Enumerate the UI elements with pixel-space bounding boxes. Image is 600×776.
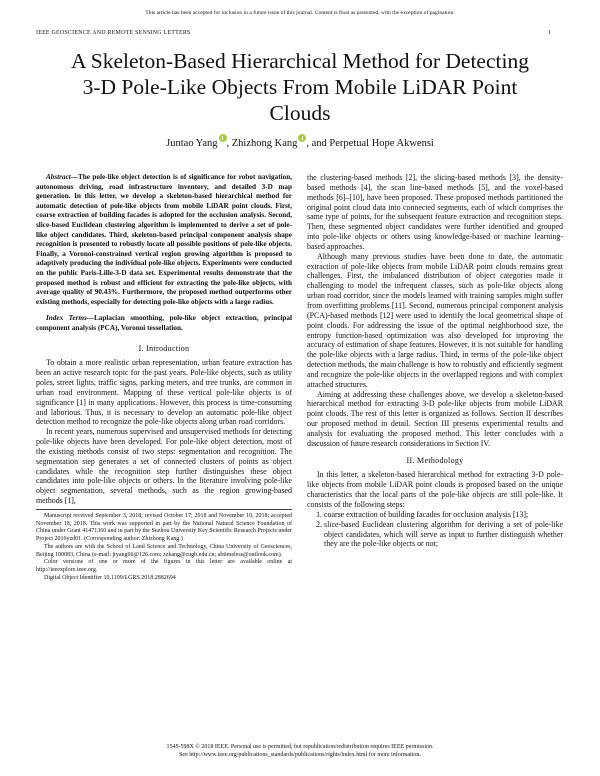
footnote-color: Color versions of one or more of the figures in this letter are available online at http://ieeexplore.ieee.org. (36, 559, 292, 573)
index-terms-text: Laplacian smoothing, pole-like object extraction, principal component analysis (PCA), Voronoi tessellation. (36, 314, 293, 332)
author-separator: , (226, 138, 232, 149)
journal-name: IEEE GEOSCIENCE AND REMOTE SENSING LETTERS (36, 30, 191, 36)
index-terms-label: Index Terms— (46, 314, 94, 323)
page-number: 1 (548, 30, 551, 36)
author-separator: , and (306, 138, 330, 149)
abstract-label: Abstract— (46, 173, 78, 181)
copyright-footer (0, 743, 600, 759)
author-list (60, 134, 540, 149)
rights-line: See http://www.ieee.org/publications_standards/publications/rights/index.html for more information. (179, 752, 421, 758)
body-paragraph: Although many previous studies have been done to date, the automatic extraction of pole-like objects from mobile LiDAR point clouds remains great challenges. First, the imbalanced distribution of object categories made it challenging to model the infrequent classes, such as pole-like objects along urban road corridor, since the models learned with training samples might suffer from overfitting problems [11]. Second, numerous principal component analysis (PCA)-based methods [12] were used to identify the local geometrical shape of point clouds. For addressing the issue of the optimal neighborhood size, the entropy function-based optimization was also developed for improving the accuracy of estimation of shape features. However, it is not suitable for handling the pole-like objects with a large radius. Third, in terms of the pole-like object detection methods, the main challenge is how to robustly and efficiently segment and recognize the pole-like objects in the overlapped regions and with complex attached structures. (307, 251, 563, 389)
body-paragraph: To obtain a more realistic urban representation, urban feature extraction has been an active research topic for the past years. Pole-like objects, such as utility poles, street lights, traffic signs, parking meters, and tree trunks, are common in urban road environment. Mapping of these vertical pole-like objects is of significance [1] in many applications. However, this process is time-consuming and laborious. Thus, it is necessary to develop an automatic pole-like object detection method to recognize the pole-like objects along urban road corridors. (36, 358, 292, 427)
body-paragraph: Aiming at addressing these challenges above, we develop a skeleton-based hierarchical method for extracting 3-D pole-like objects from mobile LiDAR point clouds. The rest of this letter is organized as follows. Section II describes our proposed method in detail. Section III presents experimental results and analysis for evaluating the proposed method. This letter concludes with a discussion of future research considerations in Section IV. (307, 389, 563, 448)
abstract-text: The pole-like object detection is of significance for robot navigation, autonomous driving, road infrastructure inventory, and detailed 3-D map generation. In this letter, we develop a skeleton-based hierarchical method for automatic detection of pole-like objects from mobile LiDAR point clouds. First, coarse extraction of building facades is adopted for the occlusion analysis. Second, slice-based Euclidean clustering algorithm is implemented to derive a set of pole-like object candidates. Third, skeleton-based principal component analysis shape recognition is presented to robustly locate all possible positions of pole-like objects. Finally, a Voronoi-constrained vertical region growing algorithm is proposed to adaptively producing the individual pole-like objects. Experiments were conducted on the public Paris-Lille-3-D data set. Experimental results demonstrate that the proposed method is robust and efficient for extracting the pole-like objects, with average quality of 90.43%. Furthermore, the proposed method outperforms other existing methods, especially for detecting pole-like objects with a large radius. (36, 173, 292, 306)
footnote-affiliation: The authors are with the School of Land Science and Technology, China University of Geosciences, Beijing 100083, China (e-mail: jtyang66@126.com; zzkang@cugb.edu.cn; abtimeless@outlook.com). (36, 543, 292, 558)
abstract (36, 173, 292, 307)
left-column (36, 173, 292, 582)
copyright-line: 1545-598X © 2018 IEEE. Personal use is permitted, but republication/redistribution requires IEEE permission. (166, 744, 434, 750)
right-column (307, 173, 563, 549)
author-name: Zhizhong Kang (231, 138, 298, 149)
body-paragraph: In this letter, a skeleton-based hierarchical method for extracting 3-D pole-like objects from mobile LiDAR point clouds is proposed based on the unique characteristics that the local parts of the pole-like objects are still pole-like. It consists of the following steps: (307, 470, 563, 509)
list-item: 1. coarse extraction of building facades for occlusion analysis [13]; (324, 510, 563, 520)
paper-title: A Skeleton-Based Hierarchical Method for Detecting 3-D Pole-Like Objects From Mobile LiDAR Point Clouds (71, 49, 529, 125)
footnote-doi: Digital Object Identifier 10.1109/LGRS.2018.2882694 (44, 574, 176, 581)
acceptance-notice: This article has been accepted for inclusion in a future issue of this journal. Content is final as presented, with the exception of pagination. (145, 10, 455, 16)
index-terms (36, 314, 292, 333)
footnote-divider (36, 509, 292, 510)
footnotes (36, 513, 292, 582)
section-heading-methodology: II. Methodology (406, 455, 464, 465)
footnote-received: Manuscript received September 3, 2018; revised October 17, 2018 and November 10, 2018; accepted November 18, 2018. This work was supported in part by the National Natural Science Foundation of China under Grant 41471360 and in part by the Suzhou University Key Scientific Research Projects under Project 2016yzd01. (Corresponding author: Zhizhong Kang.) (36, 513, 292, 543)
author-name: Juntao Yang (166, 138, 218, 149)
body-paragraph: In recent years, numerous supervised and unsupervised methods for detecting pole-like objects have been developed. For pole-like object detection, most of the existing methods consist of two steps: segmentation and recognition. The segmentation step generates a set of connected clusters of points as object candidates while the recognition step further distinguishes these object candidates into pole-like objects or others. In the literature involving pole-like object segmentation, several methods, such as the region growing-based methods [1], (36, 427, 292, 506)
orcid-icon[interactable] (219, 134, 227, 142)
method-steps-list (307, 510, 563, 549)
list-item: 2. slice-based Euclidean clustering algorithm for deriving a set of pole-like object candidates, which will serve as input to further distinguish whether they are the pole-like objects or not; (324, 520, 563, 550)
body-paragraph: the clustering-based methods [2], the slicing-based methods [3], the density-based methods [4], the scan line-based methods [5], and the voxel-based methods [6]–[10], have been proposed. These proposed methods partitioned the original point cloud data into connected segments, each of which comprises the same type of points, for the subsequent feature extraction and recognition steps. Then, these segmented object candidates were further identified and grouped into pole-like objects or others using knowledge-based or machine learning-based approaches. (307, 173, 563, 251)
author-name: Perpetual Hope Akwensi (329, 138, 434, 149)
section-heading-introduction: I. Introduction (138, 343, 190, 353)
